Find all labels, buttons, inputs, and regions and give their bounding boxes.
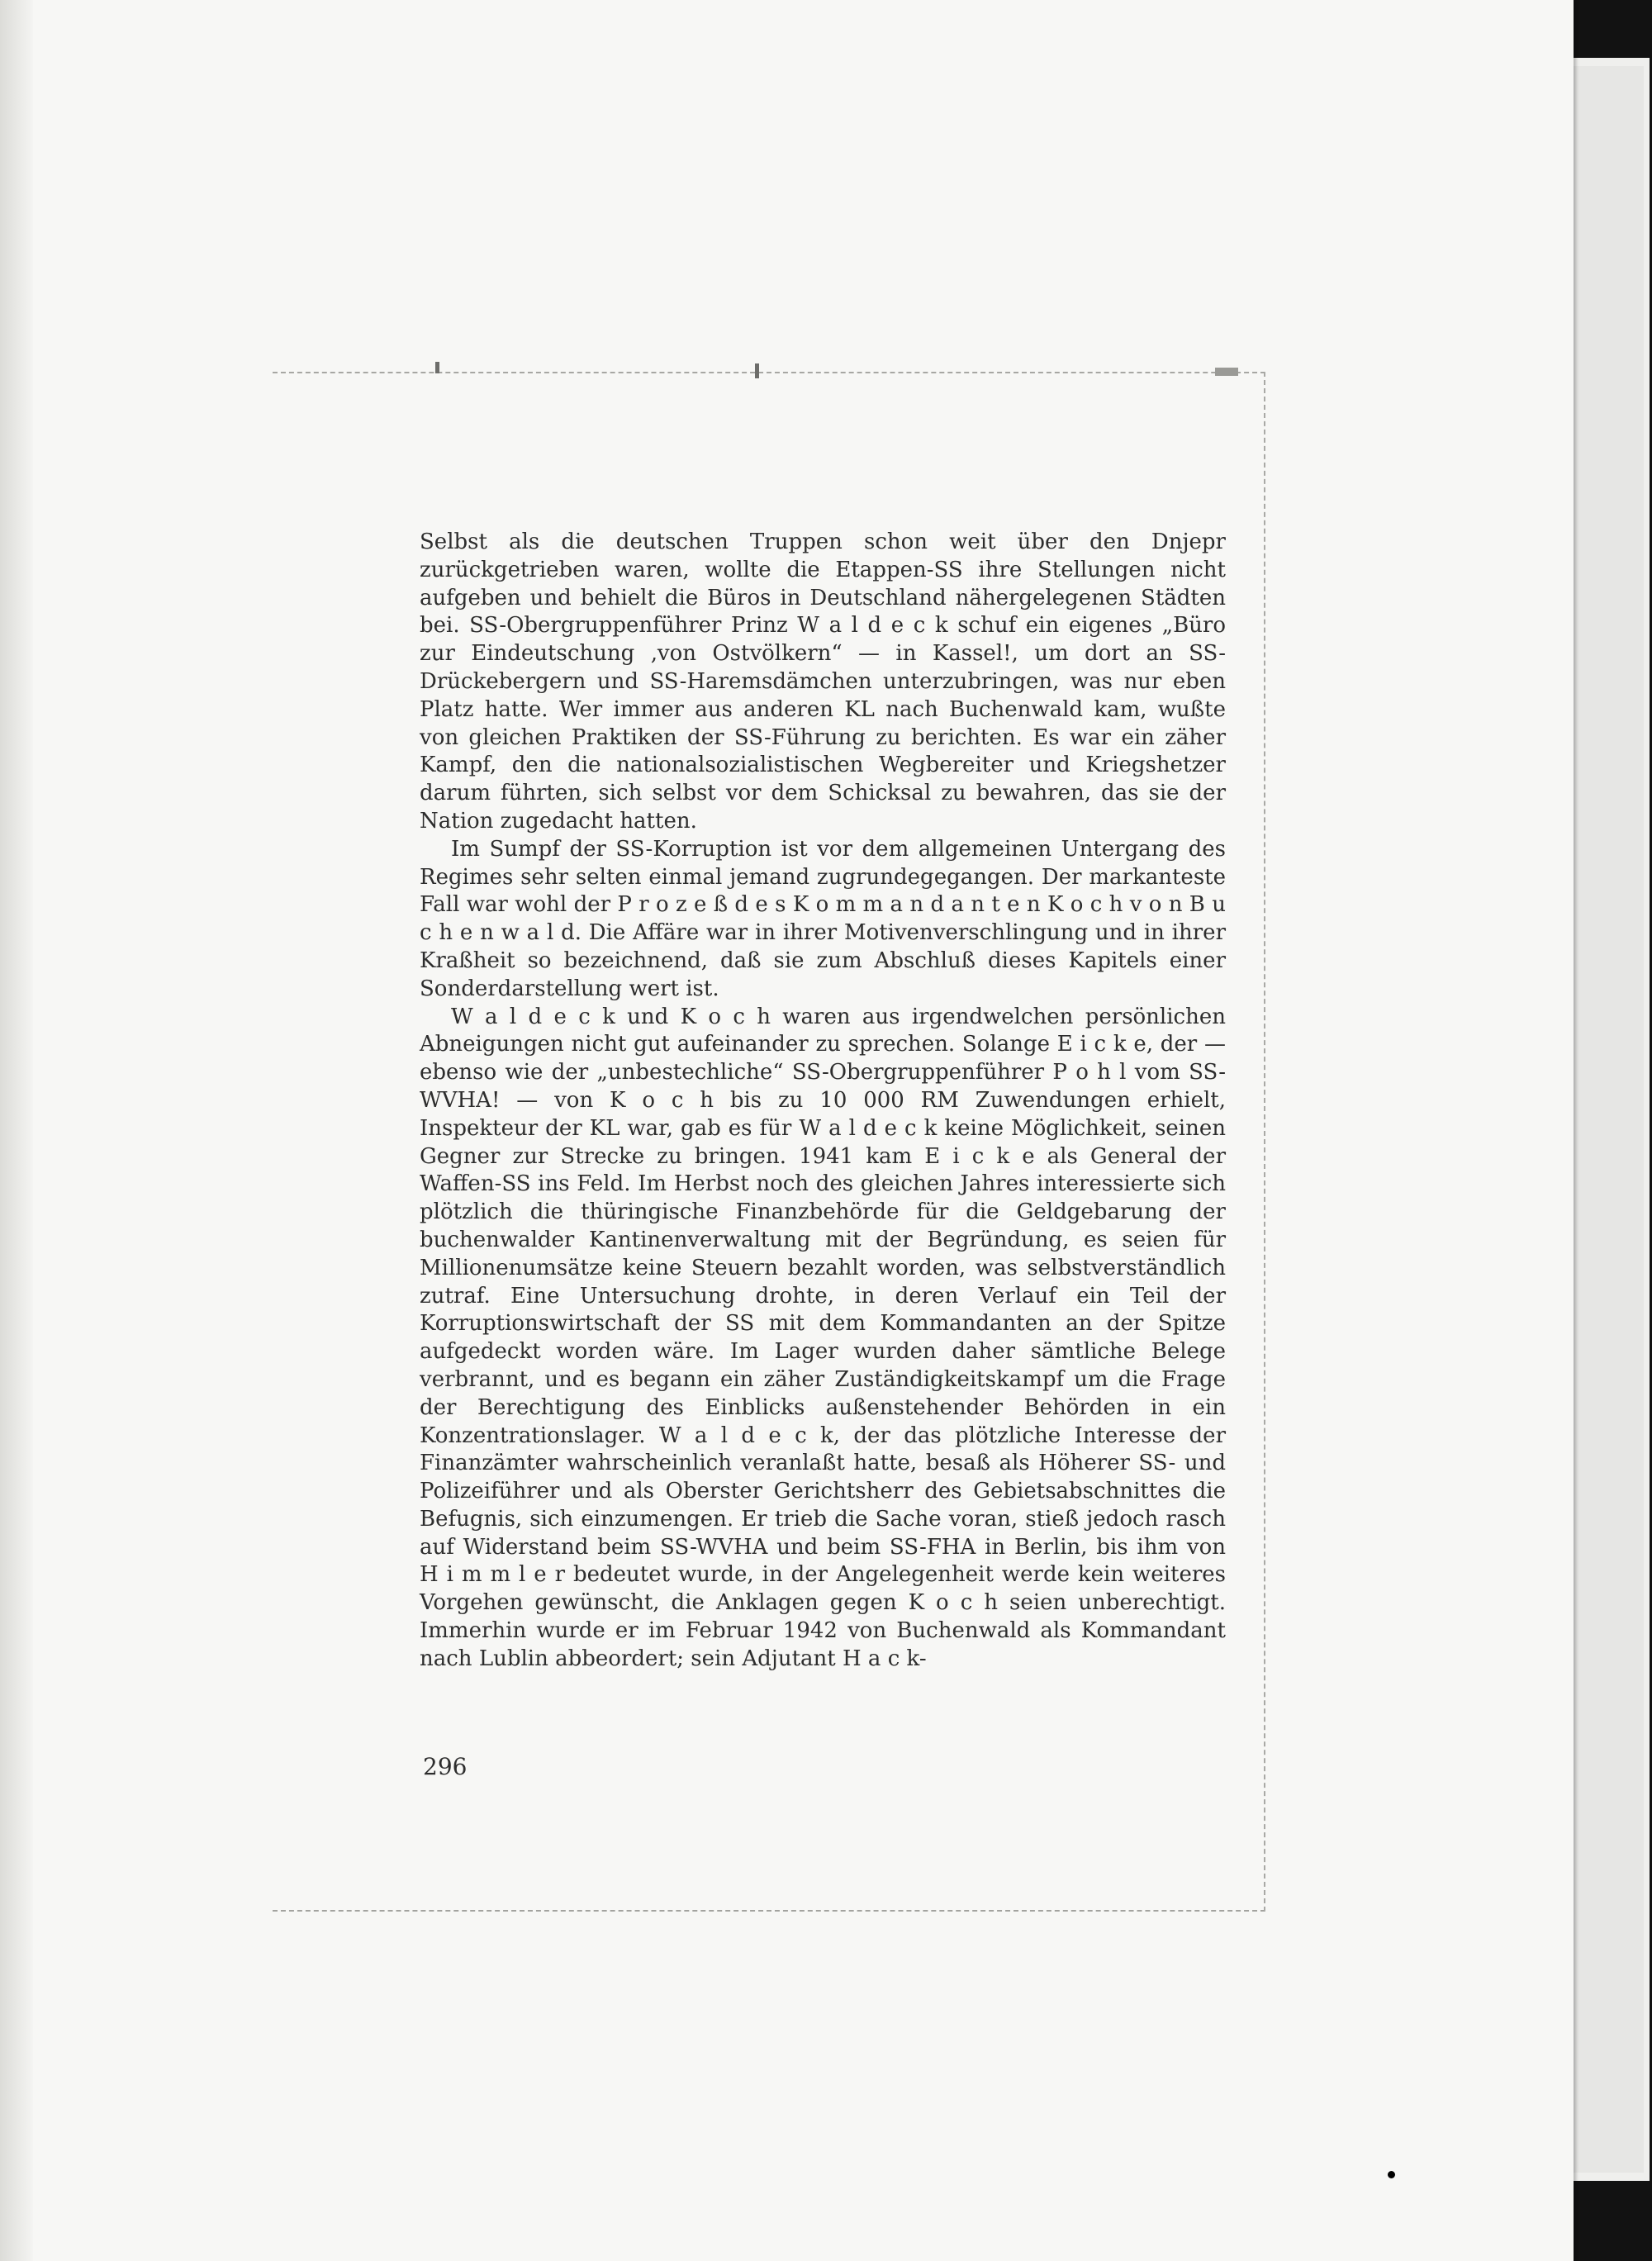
page-gutter [0,0,33,2261]
crop-mark [435,362,439,373]
body-text [420,529,1226,1674]
paragraph: W a l d e c k und K o c h waren aus irgendwelchen persönlichen Abneigungen nicht gut aufeinander zu sprechen. Solange E i c k e, der — ebenso wie der „unbestechliche“ SS-Obergruppenführer P o h l vom SS-WVHA! — von K o c h bis zu 10 000 RM Zuwendungen erhielt, Inspekteur der KL war, gab es für W a l d e c k keine Möglichkeit, seinen Gegner zur Strecke zu bringen. 1941 kam E i c k e als General der Waffen-SS ins Feld. Im Herbst noch des gleichen Jahres interessierte sich plötzlich die thüringische Finanzbehörde für die Geldgebarung der buchenwalder Kantinenverwaltung mit der Begründung, es seien für Millionenumsätze keine Steuern bezahlt worden, was selbstverständlich zutraf. Eine Untersuchung drohte, in deren Verlauf ein Teil der Korruptionswirtschaft der SS mit dem Kommandanten an der Spitze aufgedeckt worden wäre. Im Lager wurden daher sämtliche Belege verbrannt, und es begann ein zäher Zuständigkeitskampf um die Frage der Berechtigung des Einblicks außenstehender Behörden in ein Konzentrationslager. W a l d e c k, der das plötzliche Interesse der Finanzämter wahrscheinlich veranlaßt hatte, besaß als Höherer SS- und Polizeiführer und als Oberster Gerichtsherr des Gebietsabschnittes die Befugnis, sich einzumengen. Er trieb die Sache voran, stieß jedoch rasch auf Widerstand beim SS-WVHA und beim SS-FHA in Berlin, bis ihm von H i m m l e r bedeutet wurde, in der Angelegenheit werde kein weiteres Vorgehen gewünscht, die Anklagen gegen K o c h seien unberechtigt. Immerhin wurde er im Februar 1942 von Buchenwald als Kommandant nach Lublin abbeordert; sein Adjutant H a c k- [420,1004,1226,1671]
ink-dot [1388,2171,1395,2178]
paragraph: Im Sumpf der SS-Korruption ist vor dem allgemeinen Untergang des Regimes sehr selten einmal jemand zugrundegegangen. Der markanteste Fall war wohl der P r o z e ß d e s K o m m a n d a n t e n K o c h v o n B u c h e n w a l d. Die Affäre war in ihrer Motivenverschlingung und in ihrer Kraßheit so bezeichnend, daß sie zum Abschluß dieses Kapitels einer Sonderdarstellung wert ist. [420,836,1226,1001]
crop-mark [1215,368,1238,376]
paragraph: Selbst als die deutschen Truppen schon weit über den Dnjepr zurückgetrieben waren, wollte die Etappen-SS ihre Stellungen nicht aufgeben und behielt die Büros in Deutschland nähergelegenen Städten bei. SS-Obergruppenführer Prinz W a l d e c k schuf ein eigenes „Büro zur Eindeutschung ‚von Ostvölkern“ — in Kassel!, um dort an SS-Drückebergern und SS-Haremsdämchen unterzubringen, was nur eben Platz hatte. Wer immer aus anderen KL nach Buchenwald kam, wußte von gleichen Praktiken der SS-Führung zu berichten. Es war ein zäher Kampf, den die nationalsozialistischen Wegbereiter und Kriegshetzer darum führten, sich selbst vor dem Schicksal zu bewahren, das sie der Nation zugedacht hatten. [420,530,1226,834]
page-number: 296 [423,1753,468,1780]
crop-mark [755,363,759,378]
